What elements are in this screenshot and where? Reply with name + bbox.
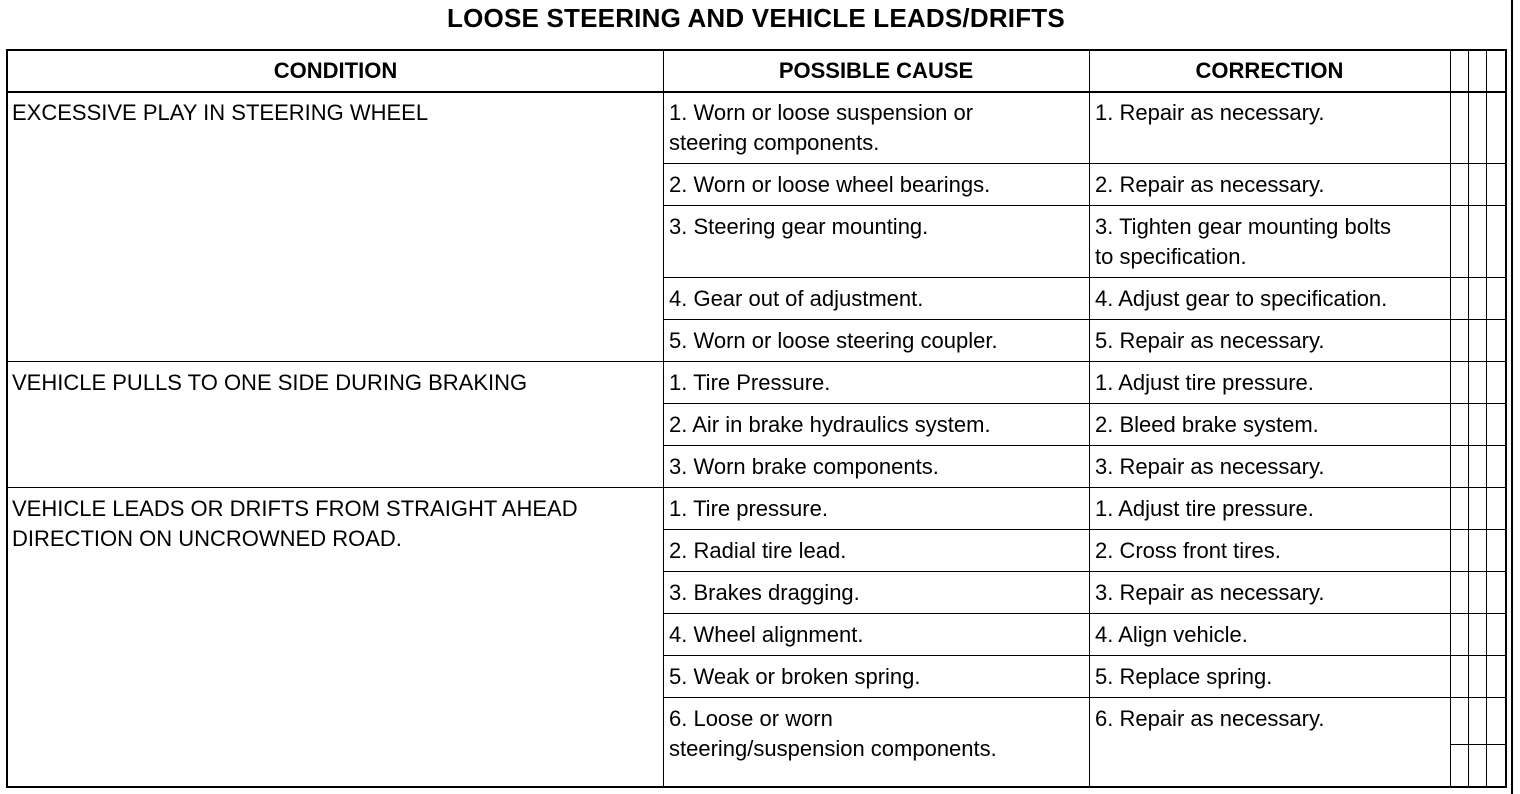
- correction-cell-line: 4. Adjust gear to specification.: [1095, 286, 1388, 311]
- correction-cell-line: 2. Bleed brake system.: [1095, 412, 1319, 437]
- row-divider: [663, 697, 1505, 698]
- column-header-correction: CORRECTION: [1195, 58, 1344, 83]
- correction-cell: [1095, 284, 1387, 314]
- column-header-condition: CONDITION: [273, 58, 398, 83]
- row-divider: [663, 163, 1505, 164]
- possible-cause-cell: [669, 410, 991, 440]
- possible-cause-cell-line: 3. Brakes dragging.: [669, 580, 860, 605]
- correction-cell-line: 3. Tighten gear mounting bolts: [1095, 214, 1391, 239]
- column-divider: [1450, 51, 1451, 786]
- correction-cell-line: 5. Repair as necessary.: [1095, 328, 1325, 353]
- possible-cause-cell: [669, 620, 863, 650]
- row-divider: [663, 319, 1505, 320]
- condition-cell: [12, 98, 428, 128]
- possible-cause-cell-line: 1. Worn or loose suspension or: [669, 100, 974, 125]
- checkbox-row-divider: [1450, 744, 1505, 745]
- page-edge-rule: [1511, 0, 1513, 794]
- row-divider: [663, 571, 1505, 572]
- condition-cell-line: EXCESSIVE PLAY IN STEERING WHEEL: [12, 100, 429, 125]
- possible-cause-cell-line: 6. Loose or worn: [669, 706, 833, 731]
- possible-cause-cell: [669, 98, 973, 158]
- possible-cause-cell-line: 2. Air in brake hydraulics system.: [669, 412, 991, 437]
- possible-cause-cell-line: 4. Gear out of adjustment.: [669, 286, 924, 311]
- possible-cause-cell: [669, 494, 828, 524]
- row-divider: [663, 445, 1505, 446]
- possible-cause-cell-line: 1. Tire Pressure.: [669, 370, 831, 395]
- possible-cause-cell-line: 4. Wheel alignment.: [669, 622, 864, 647]
- condition-cell-line: DIRECTION ON UNCROWNED ROAD.: [12, 526, 402, 551]
- correction-cell-line: 5. Replace spring.: [1095, 664, 1273, 689]
- correction-cell-line: 1. Adjust tire pressure.: [1095, 370, 1314, 395]
- condition-cell-line: VEHICLE PULLS TO ONE SIDE DURING BRAKING: [12, 370, 528, 395]
- possible-cause-cell: [669, 326, 998, 356]
- correction-cell: [1095, 452, 1324, 482]
- correction-cell: [1095, 620, 1248, 650]
- possible-cause-cell-line: 2. Worn or loose wheel bearings.: [669, 172, 991, 197]
- possible-cause-cell: [669, 368, 830, 398]
- possible-cause-cell-line: steering components.: [669, 130, 880, 155]
- row-divider: [663, 655, 1505, 656]
- correction-cell: [1095, 494, 1314, 524]
- checkbox-column-divider: [1486, 51, 1487, 786]
- correction-cell: [1095, 536, 1281, 566]
- row-divider: [663, 205, 1505, 206]
- correction-cell: [1095, 662, 1272, 692]
- row-divider: [663, 277, 1505, 278]
- page-title: LOOSE STEERING AND VEHICLE LEADS/DRIFTS: [447, 3, 1065, 33]
- possible-cause-cell-line: 5. Weak or broken spring.: [669, 664, 921, 689]
- condition-cell: [12, 368, 527, 398]
- column-header-possible-cause: POSSIBLE CAUSE: [778, 58, 974, 83]
- possible-cause-cell-line: 2. Radial tire lead.: [669, 538, 847, 563]
- possible-cause-cell: [669, 578, 860, 608]
- correction-cell: [1095, 368, 1314, 398]
- correction-cell-line: 3. Repair as necessary.: [1095, 580, 1325, 605]
- correction-cell: [1095, 98, 1324, 128]
- possible-cause-cell: [669, 452, 939, 482]
- correction-cell-line: 4. Align vehicle.: [1095, 622, 1248, 647]
- row-divider: [663, 529, 1505, 530]
- correction-cell: [1095, 170, 1324, 200]
- correction-cell: [1095, 212, 1391, 272]
- group-divider: [8, 487, 1505, 488]
- correction-cell: [1095, 326, 1324, 356]
- correction-cell-line: 3. Repair as necessary.: [1095, 454, 1325, 479]
- correction-cell-line: to specification.: [1095, 244, 1247, 269]
- correction-cell-line: 1. Adjust tire pressure.: [1095, 496, 1314, 521]
- possible-cause-cell: [669, 704, 997, 764]
- possible-cause-cell: [669, 536, 846, 566]
- column-divider: [1089, 51, 1090, 786]
- correction-cell-line: 6. Repair as necessary.: [1095, 706, 1325, 731]
- correction-cell-line: 2. Cross front tires.: [1095, 538, 1281, 563]
- correction-cell-line: 1. Repair as necessary.: [1095, 100, 1325, 125]
- condition-cell-line: VEHICLE LEADS OR DRIFTS FROM STRAIGHT AHEAD: [12, 496, 578, 521]
- correction-cell-line: 2. Repair as necessary.: [1095, 172, 1325, 197]
- correction-cell: [1095, 410, 1319, 440]
- condition-cell: [12, 494, 578, 554]
- row-divider: [663, 403, 1505, 404]
- correction-cell: [1095, 704, 1324, 734]
- possible-cause-cell: [669, 662, 921, 692]
- correction-cell: [1095, 578, 1324, 608]
- possible-cause-cell: [669, 284, 923, 314]
- possible-cause-cell-line: steering/suspension components.: [669, 736, 997, 761]
- possible-cause-cell-line: 5. Worn or loose steering coupler.: [669, 328, 998, 353]
- row-divider: [663, 613, 1505, 614]
- column-divider: [663, 51, 664, 786]
- possible-cause-cell: [669, 170, 990, 200]
- group-divider: [8, 361, 1505, 362]
- checkbox-column-divider: [1468, 51, 1469, 786]
- possible-cause-cell-line: 3. Worn brake components.: [669, 454, 939, 479]
- possible-cause-cell-line: 3. Steering gear mounting.: [669, 214, 929, 239]
- possible-cause-cell-line: 1. Tire pressure.: [669, 496, 828, 521]
- header-divider: [8, 91, 1505, 93]
- possible-cause-cell: [669, 212, 928, 242]
